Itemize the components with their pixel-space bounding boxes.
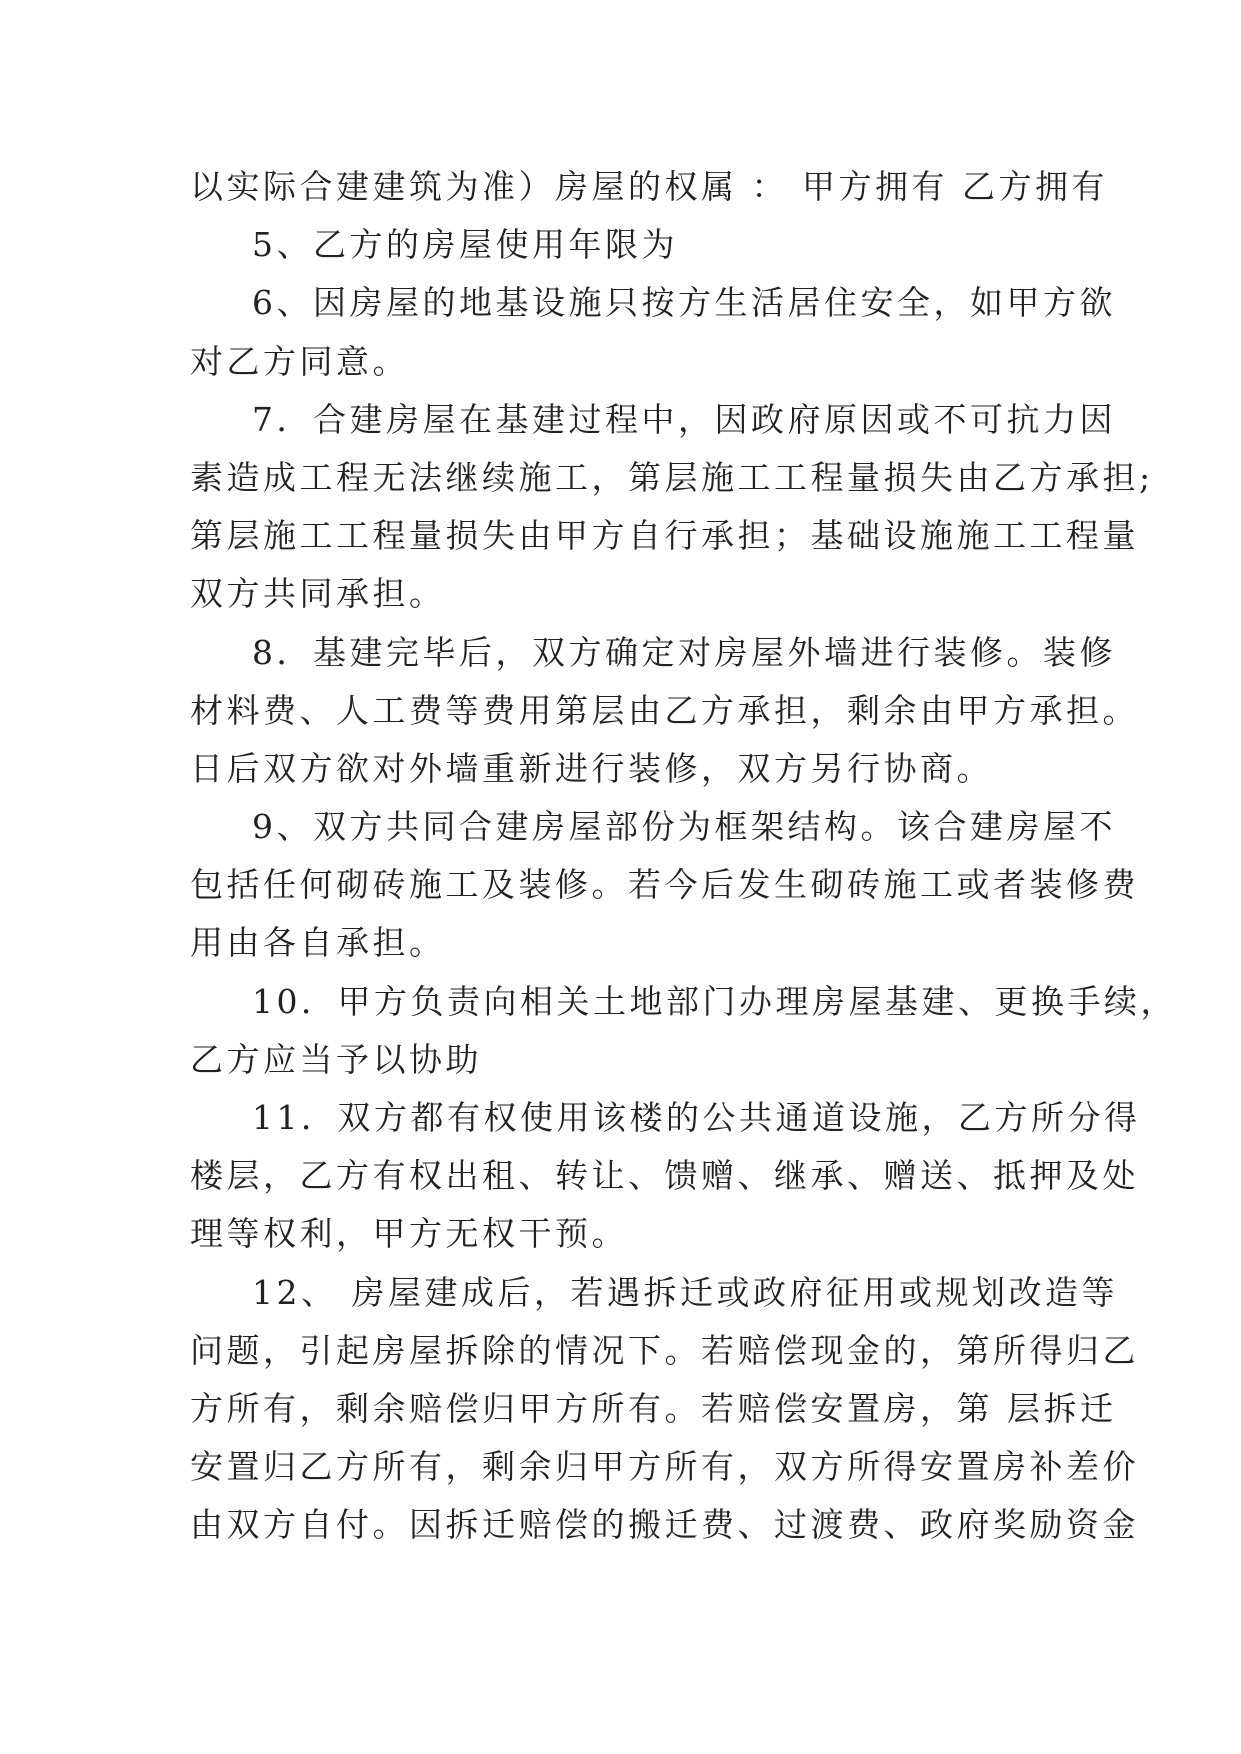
text-line: 素造成工程无法继续施工，第层施工工程量损失由乙方承担;: [190, 457, 1154, 497]
text-line: 6、因房屋的地基设施只按方生活居住安全，如甲方欲: [252, 283, 1116, 323]
text-line: 问题，引起房屋拆除的情况下。若赔偿现金的，第所得归乙: [190, 1330, 1139, 1370]
text-line: 对乙方同意。: [190, 341, 409, 381]
text-line: 日后双方欲对外墙重新进行装修，双方另行协商。: [190, 748, 993, 788]
text-line: 10．甲方负责向相关土地部门办理房屋基建、更换手续，: [252, 981, 1177, 1021]
text-line: 8．基建完毕后，双方确定对房屋外墙进行装修。装修: [252, 632, 1116, 672]
text-line: 楼层，乙方有权出租、转让、馈赠、继承、赠送、抵押及处: [190, 1156, 1139, 1196]
text-line: 安置归乙方所有，剩余归甲方所有，双方所得安置房补差价: [190, 1447, 1139, 1487]
text-line: 理等权利，甲方无权干预。: [190, 1214, 628, 1254]
text-line: 由双方自付。因拆迁赔偿的搬迁费、过渡费、政府奖励资金: [190, 1505, 1139, 1545]
text-line: 7．合建房屋在基建过程中，因政府原因或不可抗力因: [252, 399, 1116, 439]
document-body: [190, 158, 1177, 1555]
text-line: 乙方应当予以协助: [190, 1039, 482, 1079]
text-line: 5、乙方的房屋使用年限为: [252, 225, 678, 265]
text-line: 包括任何砌砖施工及装修。若今后发生砌砖施工或者装修费: [190, 865, 1139, 905]
text-line: 材料费、人工费等费用第层由乙方承担，剩余由甲方承担。: [190, 690, 1139, 730]
text-line: 9、双方共同合建房屋部份为框架结构。该合建房屋不: [252, 807, 1116, 847]
text-line: 用由各自承担。: [190, 923, 446, 963]
text-line: 11．双方都有权使用该楼的公共通道设施，乙方所分得: [252, 1098, 1141, 1137]
text-line: 12、 房屋建成后，若遇拆迁或政府征用或规划改造等: [252, 1272, 1118, 1312]
text-line: 双方共同承担。: [190, 574, 446, 614]
text-line: 方所有，剩余赔偿归甲方所有。若赔偿安置房，第 层拆迁: [190, 1388, 1117, 1428]
text-line: 第层施工工程量损失由甲方自行承担；基础设施施工工程量: [190, 516, 1139, 556]
text-line: 以实际合建建筑为准）房屋的权属 ： 甲方拥有 乙方拥有: [190, 167, 1108, 206]
